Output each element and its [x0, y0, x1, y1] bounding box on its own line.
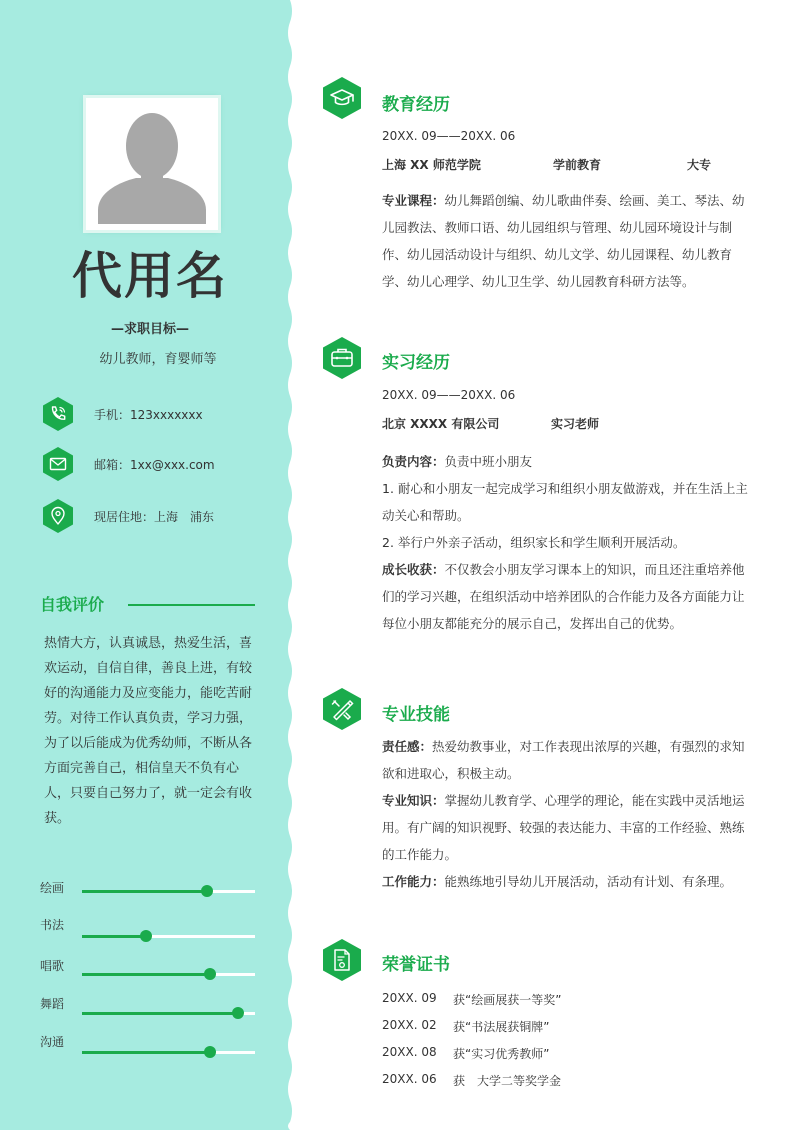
duty-item-1: 1. 耐心和小朋友一起完成学习和组织小朋友做游戏，并在生活上主动关心和帮助。: [382, 481, 748, 523]
skill-label: 舞蹈: [40, 997, 65, 1011]
ability-line: [382, 868, 748, 895]
education-major: 学前教育: [553, 158, 602, 172]
candidate-name: 代用名: [72, 247, 228, 305]
courses-label: 专业课程：: [382, 193, 445, 208]
job-goal-title: —求职目标—: [110, 322, 189, 337]
honor-date: 20XX. 06: [382, 1072, 437, 1086]
job-goal: 幼儿教师，育婴师等: [99, 352, 217, 367]
profile-photo: [86, 98, 218, 230]
duty-item-2: 2. 举行户外亲子活动，组织家长和学生顺利开展活动。: [382, 535, 686, 550]
education-degree: 大专: [687, 158, 712, 172]
honor-date: 20XX. 09: [382, 991, 437, 1005]
skill-bar-fill: [82, 1012, 238, 1015]
skill-bar-knob: [140, 930, 152, 942]
skill-bar-knob: [204, 1046, 216, 1058]
skill-bar-fill: [82, 935, 146, 938]
internship-company: 北京 XXXX 有限公司: [382, 417, 500, 431]
honor-date: 20XX. 08: [382, 1045, 437, 1059]
skill-label: 书法: [40, 918, 65, 932]
honors-title: 荣誉证书: [382, 955, 450, 975]
gain-text: 不仅教会小朋友学习课本上的知识，而且还注重培养他们的学习兴趣，在组织活动中培养团队的合作能力及各方面能力让每位小朋友都能充分的展示自己，发挥出自己的优势。: [382, 562, 745, 631]
duty-line: [382, 448, 748, 475]
ability-label: 工作能力：: [382, 874, 445, 889]
skill-label: 唱歌: [40, 959, 65, 973]
contact-phone: [40, 396, 203, 432]
knowledge-line: [382, 787, 748, 868]
responsibility-text: 热爱幼教事业，对工作表现出浓厚的兴趣，有强烈的求知欲和进取心，积极主动。: [382, 739, 745, 781]
honor-date: 20XX. 02: [382, 1018, 437, 1032]
duty-label: 负责内容：: [382, 454, 445, 469]
skill-label: 绘画: [40, 881, 65, 895]
briefcase-icon: [320, 336, 364, 380]
ability-text: 能熟练地引导幼儿开展活动，活动有计划、有条理。: [444, 874, 733, 889]
graduation-cap-icon: [320, 76, 364, 120]
phone-icon: [40, 396, 76, 432]
responsibility-line: [382, 733, 748, 787]
education-school: 上海 XX 师范学院: [382, 158, 481, 172]
skill-bar-fill: [82, 890, 207, 893]
contact-email: [40, 446, 215, 482]
pro-skills-details: [382, 733, 748, 895]
location-icon: [40, 498, 76, 534]
skill-bar-track: [82, 890, 255, 893]
honor-text: 获“绘画展获一等奖”: [453, 993, 562, 1007]
skill-label: 沟通: [40, 1035, 65, 1049]
contact-location: [40, 498, 214, 534]
knowledge-text: 掌握幼儿教育学、心理学的理论，能在实践中灵活地运用。有广阔的知识视野、较强的表达能力、丰富的工作经验、熟练的工作能力。: [382, 793, 745, 862]
internship-details: [382, 448, 748, 637]
phone-text: 手机：123xxxxxxx: [94, 407, 203, 422]
location-text: 现居住地：上海 浦东: [94, 509, 215, 524]
internship-period: 20XX. 09——20XX. 06: [382, 388, 516, 402]
honor-text: 获“书法展获铜牌”: [453, 1020, 550, 1034]
tools-icon: [320, 687, 364, 731]
mail-icon: [40, 446, 76, 482]
gain-line: [382, 556, 748, 637]
skill-bar-knob: [204, 968, 216, 980]
knowledge-label: 专业知识：: [382, 793, 445, 808]
self-evaluation-text: 热情大方，认真诚恳，热爱生活，喜欢运动，自信自律，善良上进，有较好的沟通能力及应变能力，能吃苦耐劳。对待工作认真负责，学习力强，为了以后能成为优秀幼师，不断从各方面完善自己，相信皇天不负有心人，只要自己努力了，就一定会有收获。: [44, 636, 253, 826]
skill-bar-track: [82, 1051, 255, 1054]
courses-text: 幼儿舞蹈创编、幼儿歌曲伴奏、绘画、美工、琴法、幼儿园教法、教师口语、幼儿园组织与管理、幼儿园环境设计与制作、幼儿园活动设计与组织、幼儿文学、幼儿园课程、幼儿教育学、幼儿心理学、幼儿卫生学、幼儿园教育科研方法等。: [382, 193, 745, 289]
responsibility-label: 责任感：: [382, 739, 433, 754]
email-text: 邮箱：1xx@xxx.com: [94, 457, 215, 472]
skill-bar-fill: [82, 1051, 210, 1054]
education-title: 教育经历: [382, 95, 450, 115]
sidebar: [0, 0, 300, 1130]
honor-text: 获“实习优秀教师”: [453, 1047, 550, 1061]
gain-label: 成长收获：: [382, 562, 445, 577]
education-period: 20XX. 09——20XX. 06: [382, 129, 516, 143]
internship-title: 实习经历: [382, 353, 450, 373]
skill-bar-track: [82, 935, 255, 938]
skill-bar-fill: [82, 973, 210, 976]
self-evaluation-title: 自我评价: [40, 595, 105, 614]
certificate-icon: [320, 938, 364, 982]
skill-bar-track: [82, 1012, 255, 1015]
skill-bar-knob: [232, 1007, 244, 1019]
self-evaluation-divider: [128, 604, 255, 606]
duty-text: 负责中班小朋友: [444, 454, 533, 469]
skill-bar-knob: [201, 885, 213, 897]
pro-skills-title: 专业技能: [382, 705, 450, 725]
education-courses: [382, 187, 748, 295]
internship-position: 实习老师: [551, 417, 600, 431]
skill-bar-track: [82, 973, 255, 976]
honor-text: 获 大学二等奖学金: [453, 1074, 562, 1088]
